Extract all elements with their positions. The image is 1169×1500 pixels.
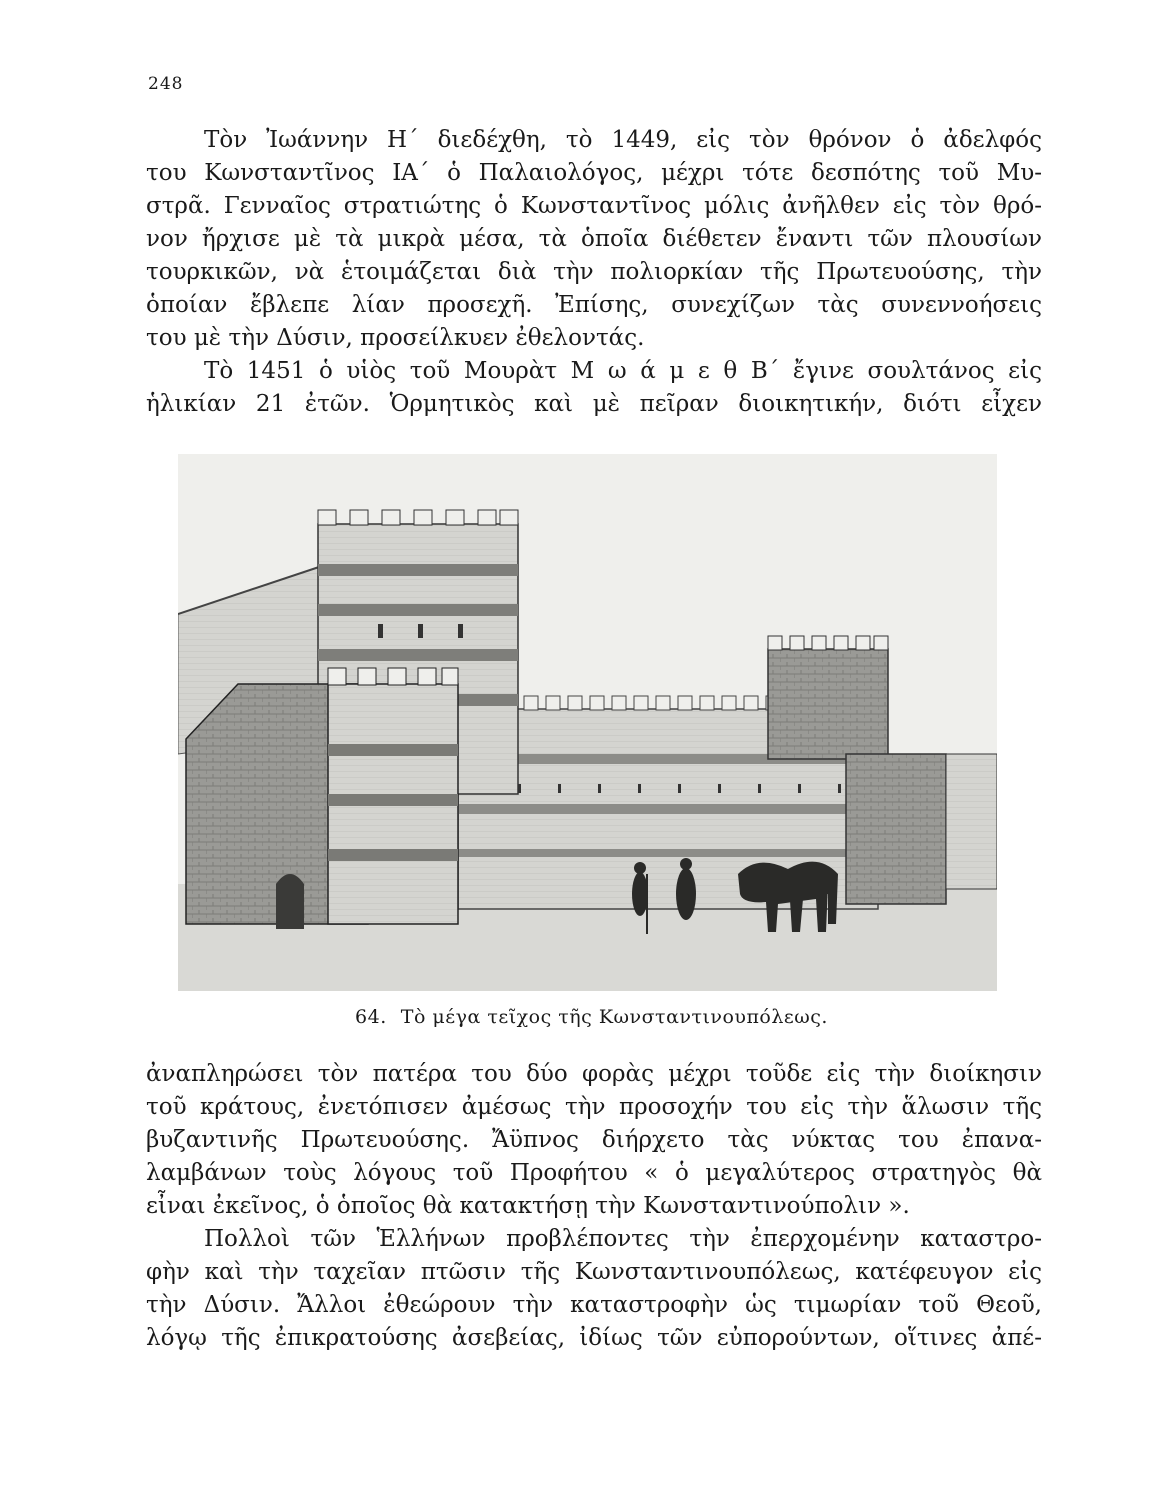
text-line: ὁποίαν ἔβλεπε λίαν προσεχῆ. Ἐπίσης, συνεχίζων τὰς συνεννοήσεις xyxy=(146,292,1042,318)
near-round-tower xyxy=(846,754,997,904)
round-tower xyxy=(768,636,888,759)
text-line: τοῦ κράτους, ἐνετόπισεν ἀμέσως τὴν προσοχήν του εἰς τὴν ἅλωσιν τῆς xyxy=(146,1094,1042,1120)
caption-text: Τὸ μέγα τεῖχος τῆς Κωνσταντινουπόλεως. xyxy=(400,1006,828,1028)
text-line: λόγῳ τῆς ἐπικρατούσης ἀσεβείας, ἰδίως τῶν εὐπορούντων, οἵτινες ἀπέ- xyxy=(146,1325,1042,1351)
text-line: ἡλικίαν 21 ἐτῶν. Ὁρμητικὸς καὶ μὲ πεῖραν διοικητικήν, διότι εἶχεν xyxy=(146,391,1042,417)
body-text-after-figure xyxy=(146,1058,1042,1355)
text-line: Πολλοὶ τῶν Ἑλλήνων προβλέποντες τὴν ἐπερχομένην καταστρο- xyxy=(204,1226,1042,1252)
text-line: Τὸ 1451 ὁ υἱὸς τοῦ Μουρὰτ Μ ω ά μ ε θ Β΄ ἔγινε σουλτάνος εἰς xyxy=(204,358,1042,384)
page-number: 248 xyxy=(148,74,184,94)
text-line: τὴν Δύσιν. Ἄλλοι ἐθεώρουν τὴν καταστροφὴν ὡς τιμωρίαν τοῦ Θεοῦ, xyxy=(146,1292,1042,1318)
figure-caption xyxy=(0,1006,1169,1028)
text-line: λαμβάνων τοὺς λόγους τοῦ Προφήτου « ὁ μεγαλύτερος στρατηγὸς θὰ xyxy=(146,1160,1042,1186)
city-wall-illustration xyxy=(178,454,997,991)
text-line: βυζαντινῆς Πρωτευούσης. Ἄϋπνος διήρχετο τὰς νύκτας του ἐπανα- xyxy=(146,1127,1042,1153)
text-line: στρᾶ. Γενναῖος στρατιώτης ὁ Κωνσταντῖνος μόλις ἀνῆλθεν εἰς τὸν θρό- xyxy=(146,193,1042,219)
text-line: του Κωνσταντῖνος ΙΑ΄ ὁ Παλαιολόγος, μέχρι τότε δεσπότης τοῦ Μυ- xyxy=(146,160,1042,186)
tower-doorway xyxy=(276,874,304,929)
text-line: τουρκικῶν, νὰ ἑτοιμάζεται διὰ τὴν πολιορκίαν τῆς Πρωτευούσης, τὴν xyxy=(146,259,1042,285)
text-line: νον ἤρχισε μὲ τὰ μικρὰ μέσα, τὰ ὁποῖα διέθετεν ἔναντι τῶν πλουσίων xyxy=(146,226,1042,252)
wall-drawing xyxy=(178,454,997,991)
body-text-before-figure xyxy=(146,124,1042,421)
front-square-tower xyxy=(186,668,458,929)
text-line: ἀναπληρώσει τὸν πατέρα του δύο φορὰς μέχρι τοῦδε εἰς τὴν διοίκησιν xyxy=(146,1061,1042,1087)
text-line: Τὸν Ἰωάννην Η΄ διεδέχθη, τὸ 1449, εἰς τὸν θρόνον ὁ ἀδελφός xyxy=(204,127,1042,153)
caption-number: 64. xyxy=(355,1006,387,1028)
text-line: φὴν καὶ τὴν ταχεῖαν πτῶσιν τῆς Κωνσταντινουπόλεως, κατέφευγον εἰς xyxy=(146,1259,1042,1285)
text-line: του μὲ τὴν Δύσιν, προσείλκυεν ἐθελοντάς. xyxy=(146,325,645,351)
text-line: εἶναι ἐκεῖνος, ὁ ὁποῖος θὰ κατακτήσῃ τὴν Κωνσταντινούπολιν ». xyxy=(146,1193,910,1219)
